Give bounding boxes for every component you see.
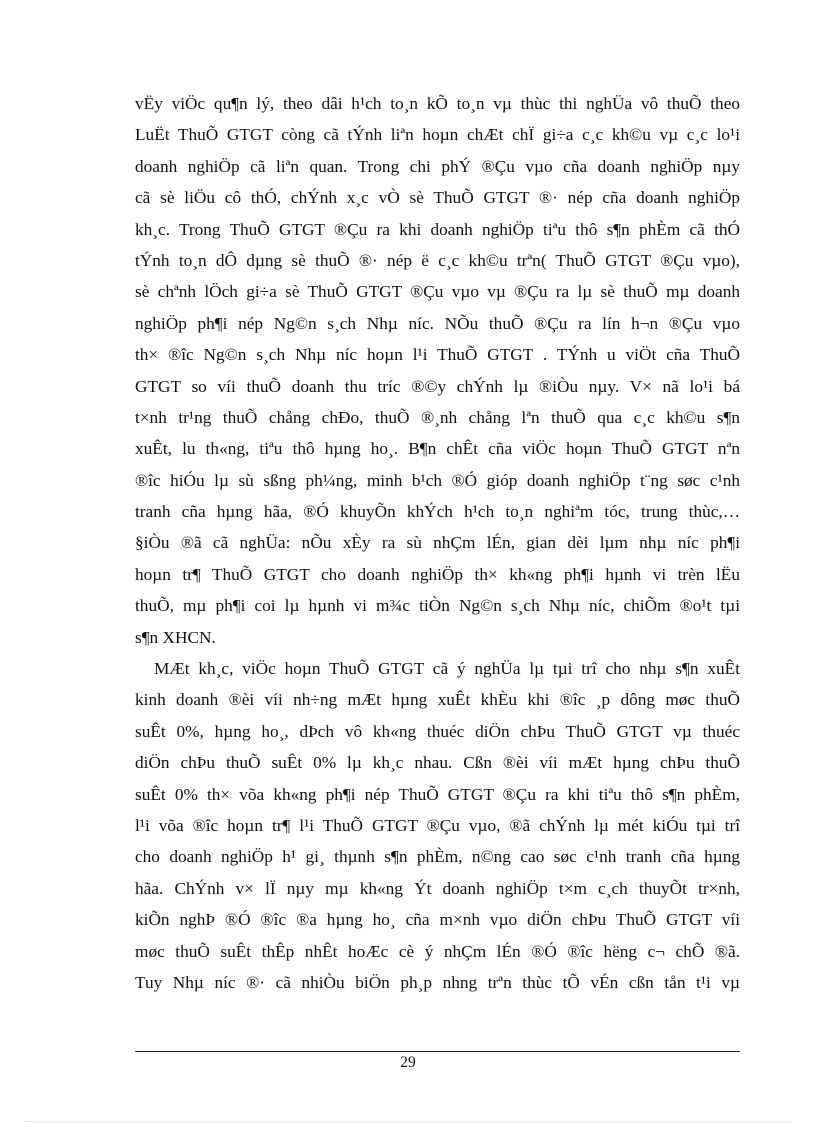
text-line: hoµn tr¶ ThuÕ GTGT cho doanh nghiÖp th× kh«ng ph¶i hµnh vi trèn lËu	[135, 564, 740, 584]
text-line: møc thuÕ suÊt thÊp nhÊt hoÆc cè ý nhÇm lÉn ®Ó ®îc hëng c¬ chÕ ®ã.	[135, 941, 740, 961]
text-line: kiÕn nghÞ ®Ó ®îc ®a hµng ho¸ cña m×nh vµo diÖn chÞu ThuÕ GTGT víi	[135, 910, 740, 930]
text-line: hãa. ChÝnh v× lÏ nµy mµ kh«ng Ýt doanh nghiÖp t×m c¸ch thuyÕt tr×nh,	[135, 878, 740, 898]
text-line: ®îc hiÓu lµ sù sßng ph¼ng, minh b¹ch ®Ó gióp doanh nghiÖp t¨ng søc c¹nh	[135, 470, 740, 490]
text-line: nghiÖp ph¶i nép Ng©n s¸ch Nhµ níc. NÕu thuÕ ®Çu ra lín h¬n ®Çu vµo	[135, 313, 740, 333]
text-line: xuÊt, lu th«ng, tiªu thô hµng ho¸. B¶n chÊt cña viÖc hoµn ThuÕ GTGT nªn	[135, 439, 740, 459]
text-line: cho doanh nghiÖp h¹ gi¸ thµnh s¶n phÈm, n©ng cao søc c¹nh tranh cña hµng	[135, 847, 740, 867]
text-line: doanh nghiÖp cã liªn quan. Trong chi phÝ ®Çu vµo cña doanh nghiÖp nµy	[135, 156, 740, 176]
text-line: §iÒu ®ã cã nghÜa: nÕu xÈy ra sù nhÇm lÉn, gian dèi lµm nhµ níc ph¶i	[135, 533, 740, 553]
text-line: sè chªnh lÖch gi÷a sè ThuÕ GTGT ®Çu vµo vµ ®Çu ra lµ sè thuÕ mµ doanh	[135, 282, 740, 302]
footer-divider	[135, 1051, 740, 1052]
text-line: GTGT so víi thuÕ doanh thu tríc ®©y chÝnh lµ ®iÒu nµy. V× nã lo¹i bá	[135, 376, 740, 396]
text-line: kh¸c. Trong ThuÕ GTGT ®Çu ra khi doanh nghiÖp tiªu thô s¶n phÈm cã thÓ	[135, 219, 740, 239]
text-line: MÆt kh¸c, viÖc hoµn ThuÕ GTGT cã ý nghÜa lµ tµi trî cho nhµ s¶n xuÊt	[154, 659, 740, 679]
text-line: tranh cña hµng hãa, ®Ó khuyÕn khÝch h¹ch to¸n nghiªm tóc, trung thùc,…	[135, 502, 740, 522]
text-line: cã sè liÖu cô thÓ, chÝnh x¸c vÒ sè ThuÕ GTGT ®· nép cña doanh nghiÖp	[135, 188, 740, 208]
text-line: diÖn chÞu thuÕ suÊt 0% lµ kh¸c nhau. Cßn ®èi víi mÆt hµng chÞu thuÕ	[135, 753, 740, 773]
text-line: vËy viÖc qu¶n lý, theo dâi h¹ch to¸n kÕ to¸n vµ thùc thi nghÜa vô thuÕ theo	[135, 94, 740, 113]
body-text	[135, 88, 740, 998]
text-line: suÊt 0% th× võa kh«ng ph¶i nép ThuÕ GTGT ®Çu ra khi tiªu thô s¶n phÈm,	[135, 784, 740, 804]
text-line: LuËt ThuÕ GTGT còng cã tÝnh liªn hoµn chÆt chÏ gi÷a c¸c kh©u vµ c¸c lo¹i	[135, 125, 740, 145]
text-line: l¹i võa ®îc hoµn tr¶ l¹i ThuÕ GTGT ®Çu vµo, ®ã chÝnh lµ mét kiÓu tµi trî	[135, 815, 740, 835]
text-line: th× ®îc Ng©n s¸ch Nhµ níc hoµn l¹i ThuÕ GTGT . TÝnh u viÖt cña ThuÕ	[135, 345, 740, 365]
page-number: 29	[400, 1054, 416, 1071]
text-line: suÊt 0%, hµng ho¸, dÞch vô kh«ng thuéc diÖn chÞu ThuÕ GTGT vµ thuéc	[135, 721, 740, 741]
text-line: Tuy Nhµ níc ®· cã nhiÒu biÖn ph¸p nhng trªn thùc tÕ vÉn cßn tån t¹i vµ	[135, 972, 740, 992]
text-line: thuÕ, mµ ph¶i coi lµ hµnh vi m¾c tiÒn Ng©n s¸ch Nhµ níc, chiÕm ®o¹t tµi	[135, 596, 740, 616]
text-line: kinh doanh ®èi víi nh÷ng mÆt hµng xuÊt khÈu khi ®îc ¸p dông møc thuÕ	[135, 690, 740, 710]
text-line: t×nh tr¹ng thuÕ chång chÐo, thuÕ ®¸nh chång lªn thuÕ qua c¸c kh©u s¶n	[135, 407, 740, 427]
text-line: tÝnh to¸n dÔ dµng sè thuÕ ®· nép ë c¸c kh©u trªn( ThuÕ GTGT ®Çu vµo),	[135, 250, 740, 270]
text-line: s¶n XHCN.	[135, 627, 216, 647]
page-edge-divider	[24, 1121, 792, 1122]
